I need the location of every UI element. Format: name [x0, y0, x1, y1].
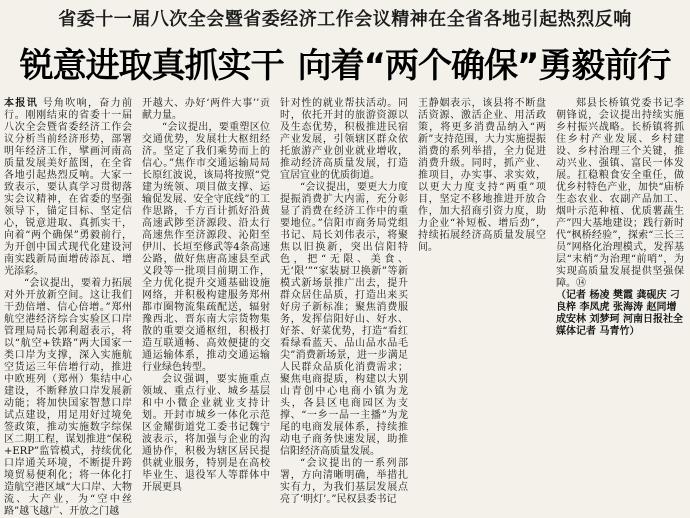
article-column-3 — [280, 98, 408, 505]
lead-label: 本报讯 — [4, 98, 39, 109]
article-column-4 — [418, 98, 546, 460]
article-subhead: 省委十一届八次全会暨省委经济工作会议精神在全省各地引起热烈反响 — [58, 9, 632, 30]
article-column-5 — [556, 98, 684, 460]
paragraph: “会议提出，要重塑区位交通优势，发展壮大枢纽经济。坚定了我们乘势而上的信心。”焦作市交通运输局局长原红波说，该局将按照“党建为统领、项目做支撑、运输促发展、安全守底线”的工作思路，千方百计抓好沿黄高速武陟至济源段、沿太行高速焦作至济源段、沁阳至伊川、长垣至修武等4条高速公路，做好焦唐高速县至武义段等一批项目前期工作，全力优化提升交通基础设施网络，并积极构建服务郑州都市圈物流集疏配送，辐射豫西北、晋东南大宗货物集散的重要交通枢纽，积极打造互联通畅、高效便捷的交通运输体系，推动交通运输行业绿色转型。 — [142, 122, 270, 373]
paragraph — [4, 98, 132, 278]
article-body — [4, 98, 686, 517]
article-column-1 — [4, 98, 133, 517]
paragraph: 会议强调，要实施重点领域、重点行业、城乡基层和中小微企业就业支持计划。开封市城乡一体化示范区金耀街道党工委书记魏宁波表示，将加强与企业的沟通协作，积极为辖区居民提供就业服务，特别是在高校毕业生、退役军人等群体中开展更具 — [142, 374, 270, 493]
paragraph: “会议提出的一系列部署，方向清晰明确，举措扎实有力，为我们基层发展点亮了‘明灯’。”民权县委书记 — [280, 458, 408, 505]
paragraph: 王静姻表示，该县将不断盘活资源、激活企业、用活政策，将更多消费品纳入“两新”支持范围，大力实施提振消费的系列举措，全力促进消费升级。同时，抓产业、推项目，办实事、求实效，以更大力度支持“两重”项目，坚定不移地推进开放合作，加大招商引资力度，助力企业“补短板、增后劲”，持续拓展经济高质量发展空间。 — [418, 98, 546, 253]
reporter-credit: （记者 杨凌 樊霞 龚砚庆 刁良梓 李凤虎 张海涛 赵同增 成安林 刘梦珂 河南日报社全媒体记者 马青竹） — [556, 290, 683, 337]
paragraph-text: 号角吹响，奋力前行。刚刚结束的省委十一届八次全会暨省委经济工作会议分析当前经济形势，部署明年经济工作，擘画河南高质量发展美好蓝图，在全省各地引起热烈反响。大家一致表示，要认真学习贯彻落实会议精神，在省委的坚强领导下，锚定目标、坚定信心，锐意进取、真抓实干，向着“两个确保”勇毅前行，为开创中国式现代化建设河南实践新局面增砖添瓦、增光添彩。 — [4, 98, 133, 277]
article-column-2 — [142, 98, 270, 493]
paragraph: 开越大、办好‘两件大事’’贡献力量。 — [142, 98, 270, 121]
paragraph: “会议提出，要着力拓展对外开放新空间。这让我们干劲倍增、信心倍增。”郑州航空港经济综合实验区口岸管理局局长郭利超表示，将以“航空+铁路”两大国家一类口岸为支撑，深入实施航空货运三年倍增行动，推进中欧班列（郑州）集结中心建设，不断释放口岸发展新动能；将加快国家智慧口岸试点建设，用足用好过境免签政策，推动实施数字综保区二期工程，谋划推进“保税+ERP”监管模式，持续优化口岸通关环境，不断提升跨境贸易便利化；将一体化打造航空港区域“大口岸、大物流、大产业，为“空中丝路”越飞越广、开放之门越 — [4, 278, 132, 517]
paragraph: 郏县长桥镇党委书记李朝锋说，会议提出持续实施乡村振兴战略。长桥镇将抓住乡村产业发展、乡村建设、乡村治理三个关键，推动兴业、强镇、富民一体发展。扛稳粮食安全重任，做优乡村特色产业，加快“庙桥生态农业、农副产品加工、烟叶示范种植、优质薯蔬生产”四大基地建设；践行新时代“枫桥经验”，探索“三长三员”网格化治理模式，发挥基层“末梢”为治理“前哨”，为实现高质量发展提供坚强保障。⑭ — [556, 98, 684, 289]
paragraph: “会议提出，要更大力度提振消费扩大内需，充分彰显了消费在经济工作中的重要地位。”信阳市商务局党组书记、局长刘伟表示，将聚焦以旧换新，突出信阳特色，把“无限、美食、无‘限’”“家装厨卫换新”等新模式新场景推广出去，提升群众居住品质，打造出来买好房子新标准；聚焦消费服务，发挥信阳好山、好水、好茶、好菜优势，打造“看红看绿看蓝天、品山品水品毛尖”消费新场景，进一步满足人民群众品质化消费需求；聚焦电商提质，构建以大别山青创中心电商小镇为龙头，各县区电商园区为支撑、“一乡一品一主播”为龙尾的电商发展体系，持续推动电子商务快速发展，助推信阳经济高质量发展。 — [280, 182, 408, 457]
paragraph: 针对性的就业帮扶活动。同时，依托开封的旅游资源以及生态优势，积极推进民宿产业发展，引领辖区群众依托旅游产业创业就业增收，推动经济高质量发展，打造宜居宜业的优质街道。 — [280, 98, 408, 181]
headline-part-1: 锐意进取真抓实干 — [19, 46, 284, 86]
headline-part-2: 向着“两个确保”勇毅前行 — [297, 46, 671, 86]
article-headline — [0, 38, 690, 87]
